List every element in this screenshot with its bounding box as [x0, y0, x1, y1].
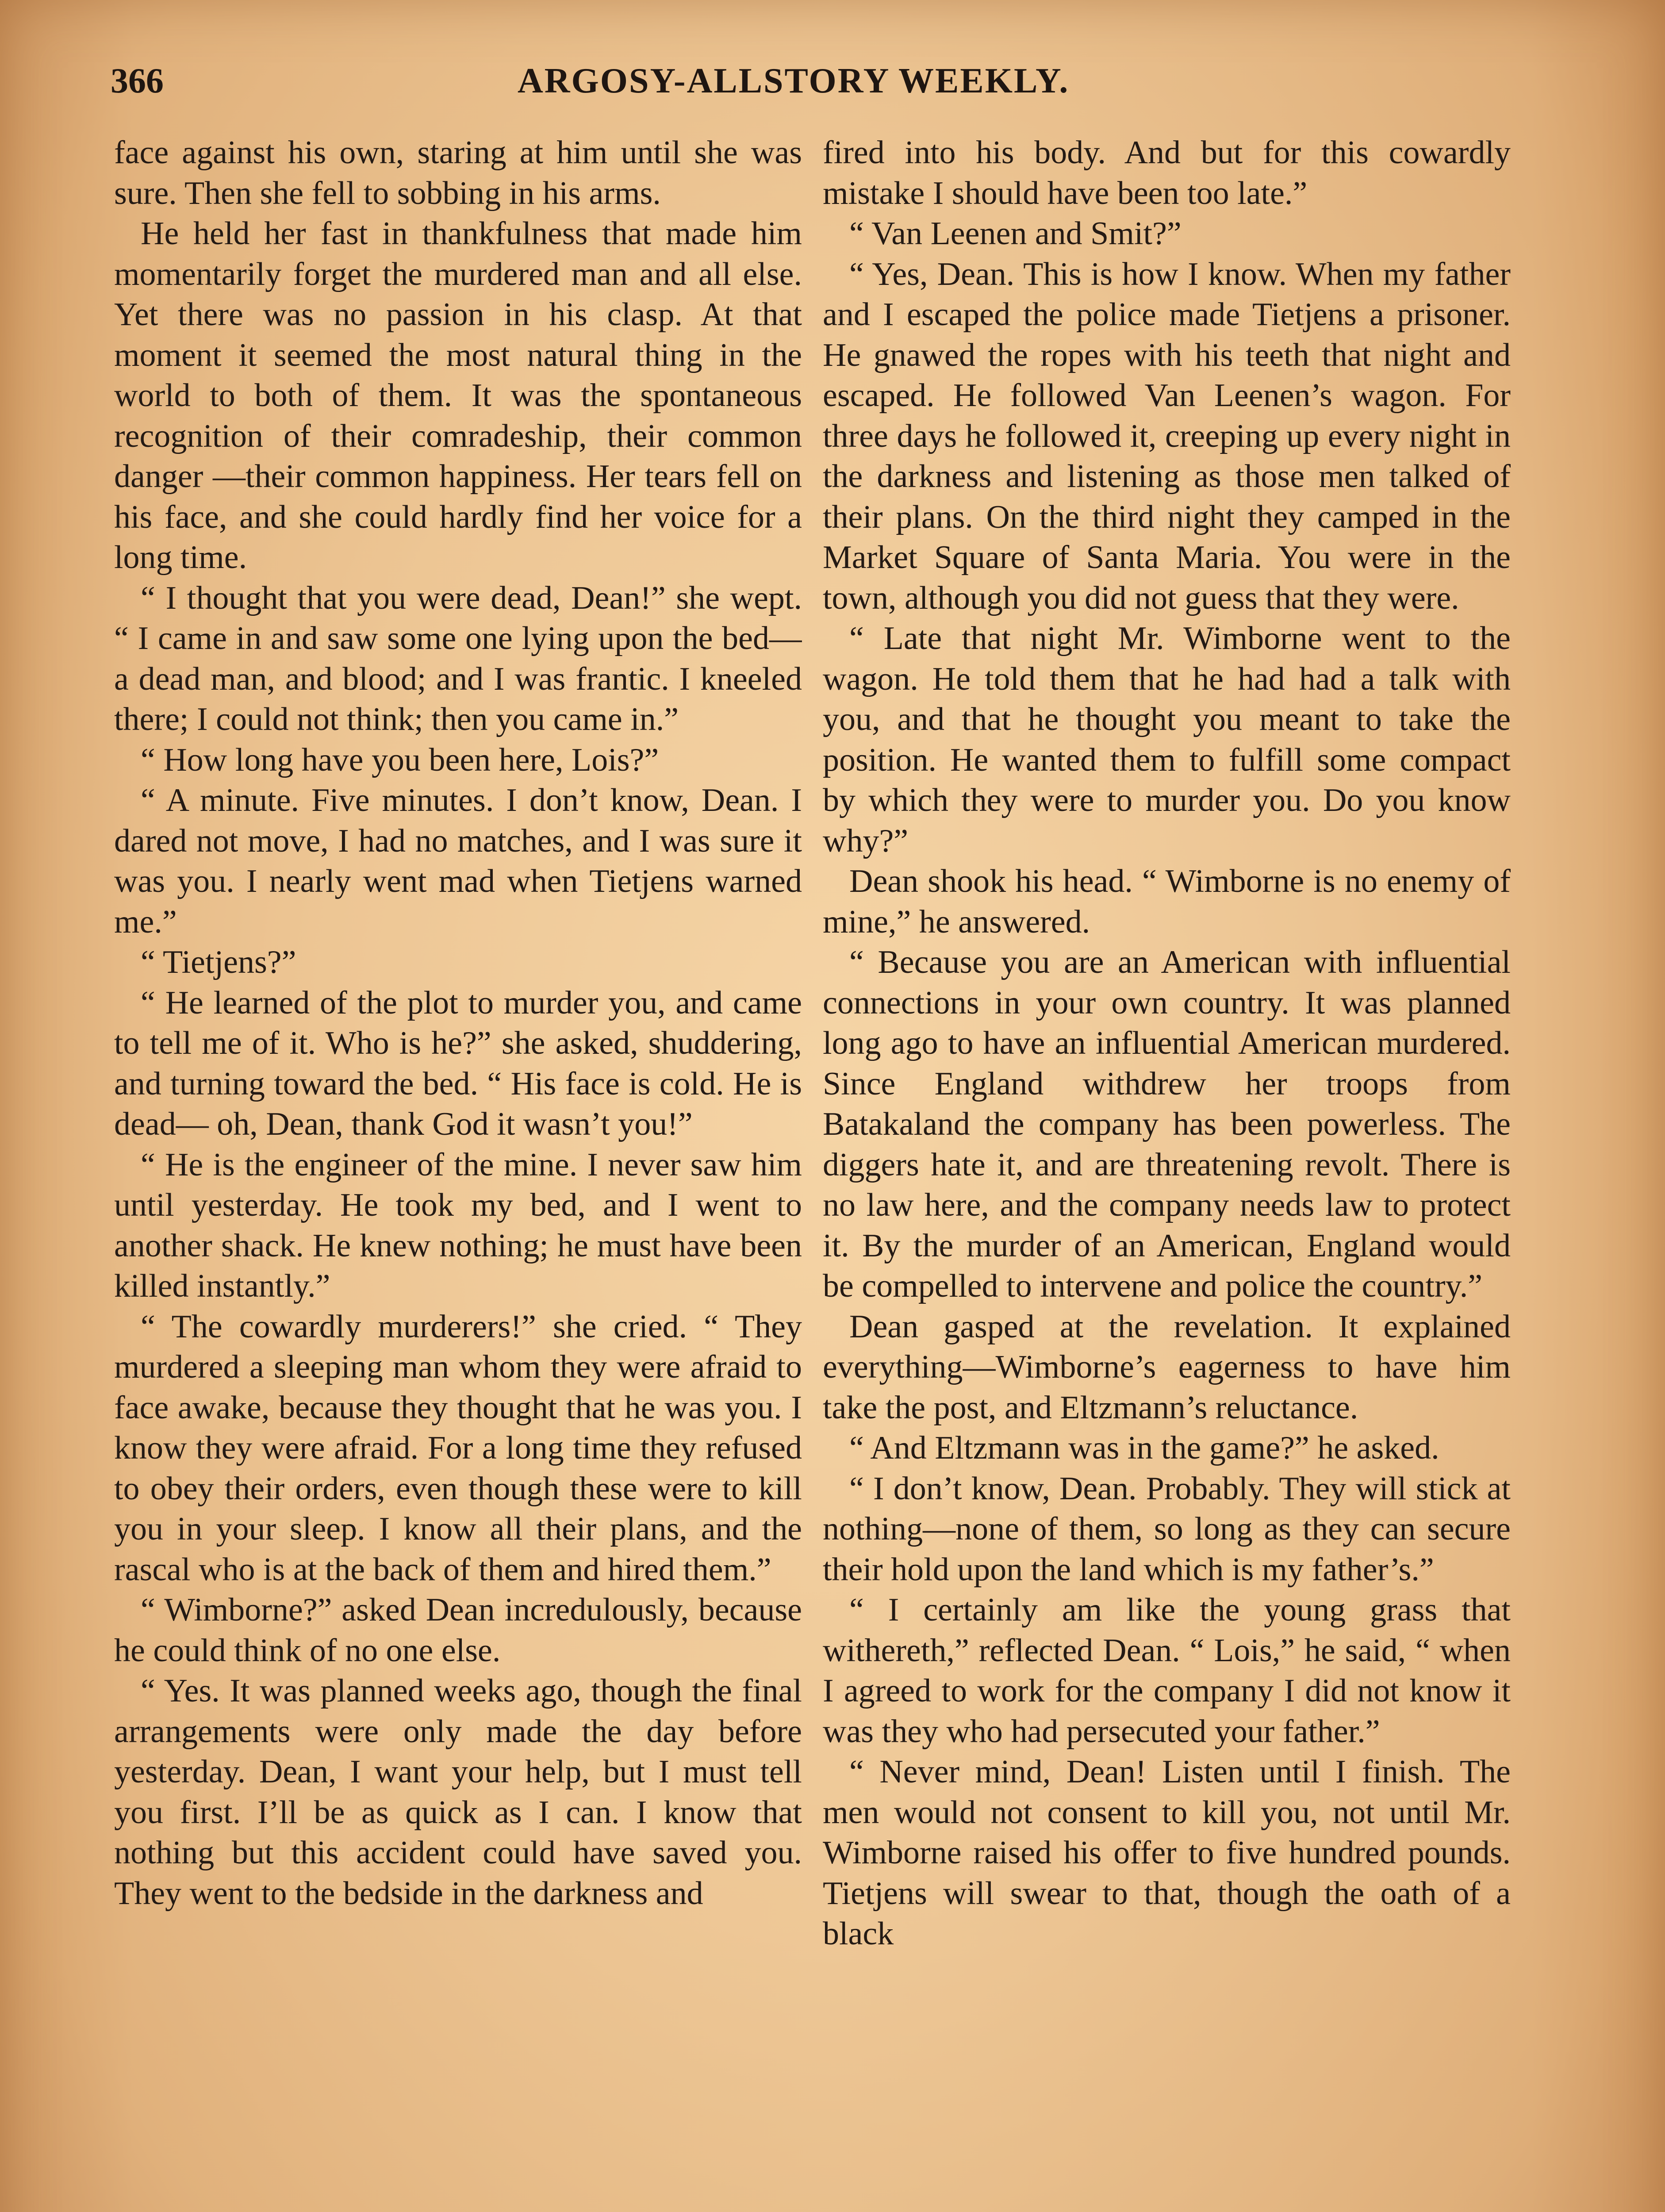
page-header: [111, 57, 1526, 105]
paragraph: “ I certainly am like the young grass that withereth,” reflected Dean. “ Lois,” he said, “ when I agreed to work for the company I did not know it was they who had persecuted your father.”: [823, 1592, 1511, 1750]
running-title: ARGOSY-ALLSTORY WEEKLY.: [518, 61, 1070, 100]
paragraph: “ How long have you been here, Lois?”: [141, 741, 659, 778]
paragraph: “ He learned of the plot to murder you, and came to tell me of it. Who is he?” she asked, shuddering, and turning toward the bed. “ His face is cold. He is dead— oh, Dean, thank God it wasn’t you!”: [114, 984, 802, 1142]
paragraph: “ Late that night Mr. Wimborne went to the wagon. He told them that he had had a talk with you, and that he thought you meant to take the position. He wanted them to fulfill some compact by which they were to murder you. Do you know why?”: [823, 620, 1511, 859]
paragraph: “ Never mind, Dean! Listen until I finish. The men would not consent to kill you, not until Mr. Wimborne raised his offer to five hundred pounds. Tietjens will swear to that, though the oath of a black: [823, 1754, 1511, 1952]
paragraph: “ And Eltzmann was in the game?” he asked.: [849, 1430, 1439, 1466]
paragraph: “ Yes. It was planned weeks ago, though the final arrangements were only made the day before yesterday. Dean, I want your help, but I must tell you first. I’ll be as quick as I can. I know that nothing but this accident could have saved you. They went to the bedside in the darkness and: [114, 1673, 802, 1912]
paragraph: “ Yes, Dean. This is how I know. When my father and I escaped the police made Tietjens a prisoner. He gnawed the ropes with his teeth that night and escaped. He followed Van Leenen’s wagon. For three days he followed it, creeping up every night in the darkness and listening as those men talked of their plans. On the third night they camped in the Market Square of Santa Maria. You were in the town, although you did not guess that they were.: [823, 256, 1511, 616]
paragraph: “ Van Leenen and Smit?”: [849, 215, 1182, 252]
paragraph: “ A minute. Five minutes. I don’t know, Dean. I dared not move, I had no matches, and I was sure it was you. I nearly went mad when Tietjens warned me.”: [114, 782, 802, 940]
left-column: [114, 133, 802, 2212]
paragraph: Dean shook his head. “ Wimborne is no enemy of mine,” he answered.: [823, 863, 1511, 940]
paragraph: “ Wimborne?” asked Dean incredulously, because he could think of no one else.: [114, 1592, 802, 1669]
paragraph: fired into his body. And but for this cowardly mistake I should have been too late.”: [823, 134, 1511, 211]
paragraph: “ He is the engineer of the mine. I never saw him until yesterday. He took my bed, and I went to another shack. He knew nothing; he must have been killed instantly.”: [114, 1146, 802, 1304]
paragraph: “ Tietjens?”: [141, 944, 296, 980]
paragraph: “ I thought that you were dead, Dean!” she wept. “ I came in and saw some one lying upon the bed—a dead man, and blood; and I was frantic. I kneeled there; I could not think; then you came in.”: [114, 580, 802, 737]
right-column: [823, 133, 1511, 2212]
paragraph: face against his own, staring at him until she was sure. Then she fell to sobbing in his arms.: [114, 134, 802, 211]
paragraph: “ Because you are an American with influential connections in your own country. It was planned long ago to have an influential American murdered. Since England withdrew her troops from Batakaland the company has been powerless. The diggers hate it, and are threatening revolt. There is no law here, and the company needs law to protect it. By the murder of an American, England would be compelled to intervene and police the country.”: [823, 944, 1511, 1304]
paragraph: He held her fast in thankfulness that made him momentarily forget the murdered man and all else. Yet there was no passion in his clasp. At that moment it seemed the most natural thing in the world to both of them. It was the spontaneous recognition of their comradeship, their common danger —their common happiness. Her tears fell on his face, and she could hardly find her voice for a long time.: [114, 215, 802, 576]
page-number: 366: [111, 61, 164, 100]
paragraph: “ The cowardly murderers!” she cried. “ They murdered a sleeping man whom they were afraid to face awake, because they thought that he was you. I know they were afraid. For a long time they refused to obey their orders, even though these were to kill you in your sleep. I know all their plans, and the rascal who is at the back of them and hired them.”: [114, 1308, 802, 1588]
paragraph: Dean gasped at the revelation. It explained everything—Wimborne’s eagerness to have him take the post, and Eltzmann’s reluctance.: [823, 1308, 1511, 1426]
paragraph: “ I don’t know, Dean. Probably. They will stick at nothing—none of them, so long as they can secure their hold upon the land which is my father’s.”: [823, 1470, 1511, 1588]
